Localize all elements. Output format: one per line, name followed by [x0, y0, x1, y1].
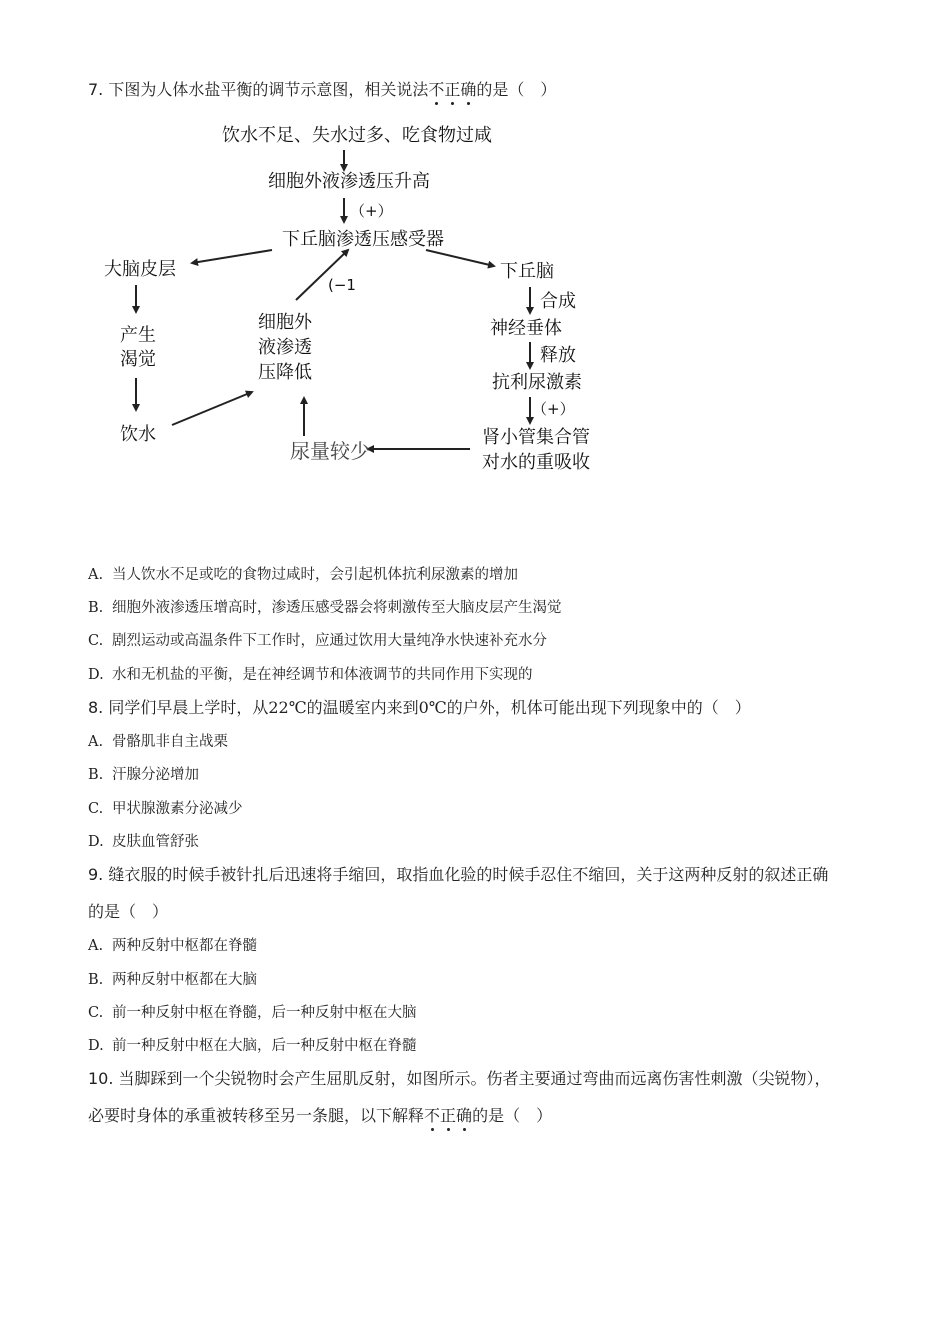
q8-option-a[interactable]	[88, 733, 228, 751]
diagram-drink: 饮水	[120, 424, 156, 445]
option-text: 前一种反射中枢在脊髓，后一种反射中枢在大脑	[112, 1005, 417, 1021]
option-text: 剧烈运动或高温条件下工作时，应通过饮用大量纯净水快速补充水分	[112, 633, 547, 649]
stem-text: 的是（ ）	[472, 1106, 553, 1125]
emphasis-char: 不	[428, 80, 445, 99]
diagram-plus-sign: （+）	[350, 202, 393, 220]
diagram-thirst	[118, 324, 158, 372]
q9-option-b[interactable]	[88, 971, 257, 989]
arrow-receptor-to-cortex	[192, 250, 272, 263]
diagram-urine: 尿量较少	[290, 439, 370, 463]
stem-text: 当脚踩到一个尖锐物时会产生屈肌反射，如图所示。伤者主要通过弯曲而远离伤害性刺激（尖锐物），	[118, 1069, 831, 1088]
diagram-top-node: 饮水不足、失水过多、吃食物过咸	[222, 125, 492, 146]
stem-text: 必要时身体的承重被转移至另一条腿，以下解释	[88, 1106, 425, 1125]
option-text: 前一种反射中枢在大脑，后一种反射中枢在脊髓	[112, 1038, 417, 1054]
option-label: A.	[88, 567, 104, 583]
option-label: C.	[88, 1005, 104, 1021]
arrow-receptor-to-hypothalamus	[426, 250, 494, 266]
diagram-thirst-line2: 渴觉	[120, 349, 156, 370]
q7-option-a[interactable]	[88, 566, 518, 584]
q9-option-a[interactable]	[88, 937, 257, 955]
question-number: 8.	[88, 698, 104, 717]
option-text: 骨骼肌非自主战栗	[112, 734, 228, 750]
option-text: 两种反射中枢都在大脑	[112, 972, 257, 988]
q8-option-c[interactable]	[88, 800, 243, 818]
question-number: 10.	[88, 1069, 114, 1088]
option-text: 皮肤血管舒张	[112, 834, 199, 850]
option-label: B.	[88, 767, 104, 783]
option-label: B.	[88, 972, 104, 988]
diagram-hypothalamus: 下丘脑	[500, 261, 554, 282]
option-text: 甲状腺激素分泌减少	[112, 801, 243, 817]
question-10-stem-line2	[88, 1106, 552, 1126]
diagram-release: 释放	[540, 345, 576, 366]
emphasis-char: 正	[444, 80, 461, 99]
option-text: 汗腺分泌增加	[112, 767, 199, 783]
diagram-cortex: 大脑皮层	[104, 259, 176, 280]
question-9-stem	[88, 865, 828, 885]
question-number: 7.	[88, 80, 104, 99]
stem-text: 同学们早晨上学时，从22℃的温暖室内来到0℃的户外，机体可能出现下列现象中的（ ）	[108, 698, 751, 717]
diagram-ecf-rise: 细胞外液渗透压升高	[268, 171, 430, 192]
option-text: 当人饮水不足或吃的食物过咸时，会引起机体抗利尿激素的增加	[112, 567, 518, 583]
diagram-lower-line2: 液渗透	[258, 337, 312, 358]
emphasis-char: 确	[456, 1106, 473, 1125]
diagram-pituitary: 神经垂体	[490, 318, 562, 339]
stem-text: 缝衣服的时候手被针扎后迅速将手缩回，取指血化验的时候手忍住不缩回，关于这两种反射的叙述正确	[108, 865, 829, 884]
option-label: A.	[88, 734, 104, 750]
stem-text: 的是（ ）	[476, 80, 557, 99]
q9-option-c[interactable]	[88, 1004, 417, 1022]
diagram-kidney	[482, 425, 590, 475]
diagram-ecf-lower	[258, 310, 312, 385]
diagram-thirst-line1: 产生	[120, 325, 156, 346]
q8-option-b[interactable]	[88, 766, 199, 784]
diagram-synthesis: 合成	[540, 291, 576, 312]
diagram-lower-line3: 压降低	[258, 362, 312, 383]
q9-option-d[interactable]	[88, 1037, 417, 1055]
stem-text: 下图为人体水盐平衡的调节示意图，相关说法	[108, 80, 429, 99]
diagram-kidney-line2: 对水的重吸收	[482, 452, 590, 473]
diagram-minus-sign: (−1	[328, 276, 356, 294]
option-label: D.	[88, 834, 104, 850]
question-number: 9.	[88, 865, 104, 884]
option-text: 水和无机盐的平衡，是在神经调节和体液调节的共同作用下实现的	[112, 667, 533, 683]
option-label: A.	[88, 938, 104, 954]
question-10-stem	[88, 1069, 831, 1089]
diagram-adh: 抗利尿激素	[492, 372, 582, 393]
diagram-receptor: 下丘脑渗透压感受器	[282, 229, 444, 250]
option-text: 两种反射中枢都在脊髓	[112, 938, 257, 954]
option-text: 细胞外液渗透压增高时，渗透压感受器会将刺激传至大脑皮层产生渴觉	[112, 600, 562, 616]
emphasis-char: 确	[460, 80, 477, 99]
question-8-stem	[88, 698, 751, 718]
option-label: D.	[88, 667, 104, 683]
question-9-stem-line2: 的是（ ）	[88, 902, 169, 921]
q7-option-b[interactable]	[88, 599, 562, 617]
diagram-plus-sign-2: （+）	[532, 400, 575, 418]
q7-option-d[interactable]	[88, 666, 533, 684]
diagram-kidney-line1: 肾小管集合管	[482, 427, 590, 448]
option-label: B.	[88, 600, 104, 616]
q7-option-c[interactable]	[88, 632, 547, 650]
emphasis-char: 正	[440, 1106, 457, 1125]
option-label: C.	[88, 633, 104, 649]
option-label: C.	[88, 801, 104, 817]
arrow-drink-to-lower	[172, 392, 252, 425]
emphasis-char: 不	[424, 1106, 441, 1125]
diagram-lower-line1: 细胞外	[258, 312, 312, 333]
option-label: D.	[88, 1038, 104, 1054]
q8-option-d[interactable]	[88, 833, 199, 851]
